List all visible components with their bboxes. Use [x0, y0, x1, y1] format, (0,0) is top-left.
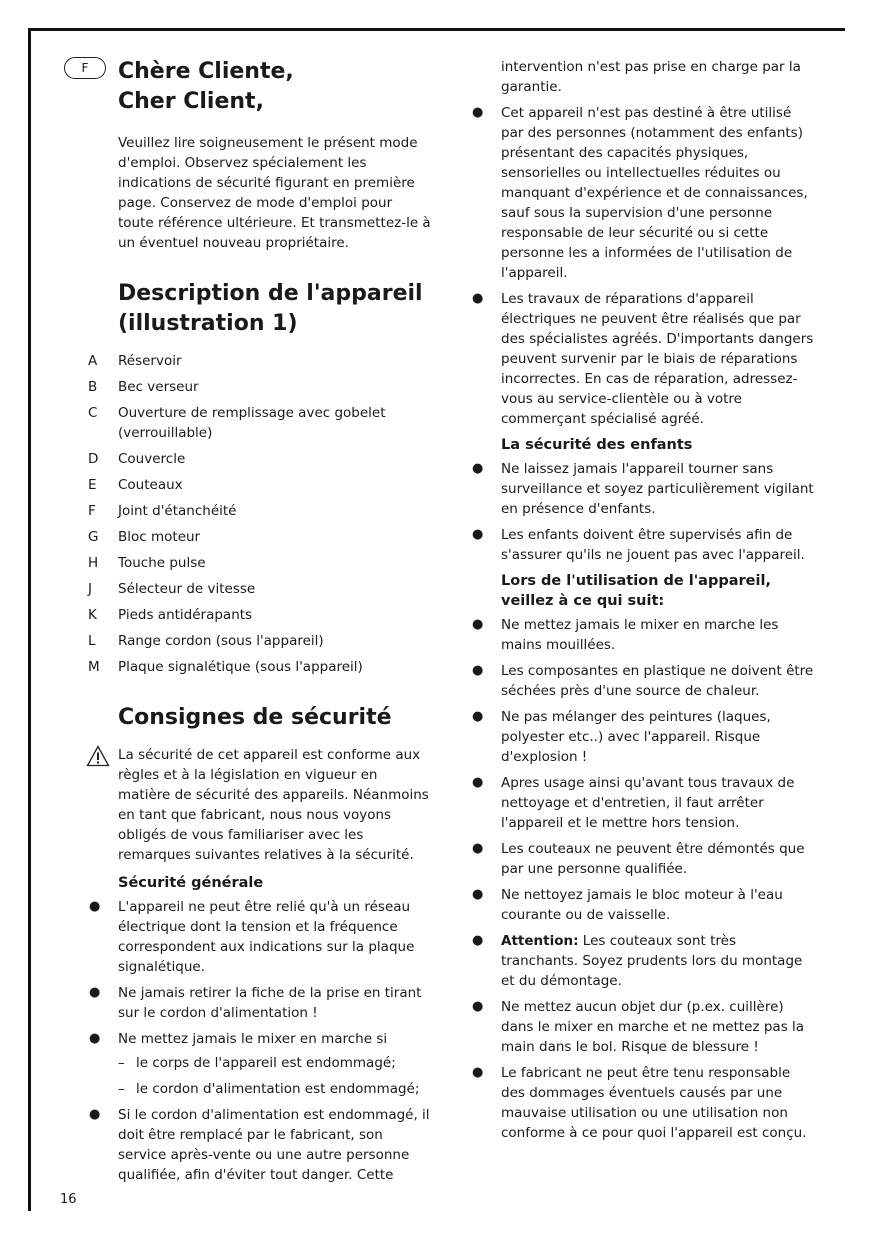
- intro-paragraph: Veuillez lire soigneusement le présent mode d'emploi. Observez spécialement les indications de sécurité figurant en première page. Conservez de mode d'emploi pour toute référence ultérieure. Et transmettez-le à un éventuel nouveau propriétaire.: [118, 135, 431, 251]
- sub-list-item: – le cordon d'alimentation est endommagé;: [118, 1081, 420, 1097]
- safety-title: Consignes de sécurité: [118, 705, 392, 730]
- children-safety-list: [465, 459, 815, 565]
- warning-text: La sécurité de cet appareil est conforme aux règles et à la législation en vigueur en matière de sécurité des appareils. Néanmoins en tant que fabricant, nous nous voyons obligés de vous familiariser avec les remarques suivantes relatives à la sécurité.: [118, 747, 429, 863]
- left-column: [82, 57, 432, 1191]
- children-safety-title: La sécurité des enfants: [501, 437, 693, 453]
- general-safety-list-continued: [465, 103, 815, 429]
- list-item: ● Ne mettez jamais le mixer en marche si – le corps de l'appareil est endommagé; – le cordon d'alimentation est endommagé;: [82, 1029, 432, 1099]
- parts-item: C Ouverture de remplissage avec gobelet (verrouillable): [88, 405, 386, 441]
- list-item: ● Les couteaux ne peuvent être démontés que par une personne qualifiée.: [472, 841, 805, 877]
- page-frame-left: [28, 28, 31, 1211]
- list-item: ● Ne jamais retirer la fiche de la prise en tirant sur le cordon d'alimentation !: [89, 985, 422, 1021]
- language-badge: F: [64, 57, 106, 79]
- parts-item: B Bec verseur: [88, 379, 199, 395]
- usage-safety-list: [465, 615, 815, 1143]
- parts-item: A Réservoir: [88, 353, 182, 369]
- page-frame-top: [28, 28, 845, 31]
- list-item: ● Ne mettez aucun objet dur (p.ex. cuillère) dans le mixer en marche et ne mettez pas la main dans le bol. Risque de blessure !: [472, 999, 805, 1055]
- list-item: ● Apres usage ainsi qu'avant tous travaux de nettoyage et d'entretien, il faut arrêter l'appareil et le mettre hors tension.: [472, 775, 795, 831]
- attention-label: Attention:: [501, 933, 579, 949]
- parts-item: F Joint d'étanchéité: [88, 503, 237, 519]
- list-item: ● Le fabricant ne peut être tenu responsable des dommages éventuels causés par une mauvaise utilisation ou une utilisation non conforme à ce pour quoi l'appareil est conçu.: [472, 1065, 807, 1141]
- parts-item: J Sélecteur de vitesse: [88, 581, 256, 597]
- sub-list-item: – le corps de l'appareil est endommagé;: [118, 1055, 396, 1071]
- greeting-line-2: Cher Client,: [118, 89, 264, 114]
- parts-item: L Range cordon (sous l'appareil): [88, 633, 324, 649]
- warning-block: [82, 745, 432, 865]
- parts-item: E Couteaux: [88, 477, 183, 493]
- list-item: ● Ne nettoyez jamais le bloc moteur à l'eau courante ou de vaisselle.: [472, 887, 783, 923]
- continued-text: intervention n'est pas prise en charge par la garantie.: [501, 59, 801, 95]
- list-item: ● L'appareil ne peut être relié qu'à un réseau électrique dont la tension et la fréquence correspondent aux indications sur la plaque signalétique.: [89, 899, 415, 975]
- parts-item: K Pieds antidérapants: [88, 607, 253, 623]
- page-number: 16: [60, 1192, 77, 1207]
- list-item: ● Attention: Les couteaux sont très tranchants. Soyez prudents lors du montage et du démontage.: [472, 933, 803, 989]
- right-column: [465, 57, 815, 1149]
- general-safety-list: [82, 897, 432, 1185]
- usage-safety-title: Lors de l'utilisation de l'appareil, veillez à ce qui suit:: [501, 573, 771, 609]
- parts-list: [82, 351, 432, 677]
- list-item: ● Les travaux de réparations d'appareil électriques ne peuvent être réalisés que par des spécialistes agréés. D'importants dangers peuvent survenir par le biais de réparations incorrectes. En cas de réparation, adressez-vous au service-clientèle ou à votre commerçant spécialisé agréé.: [472, 291, 814, 427]
- parts-item: H Touche pulse: [88, 555, 206, 571]
- description-title: Description de l'appareil (illustration 1): [118, 281, 423, 336]
- warning-triangle-icon: [86, 745, 110, 767]
- list-item: ● Les enfants doivent être supervisés afin de s'assurer qu'ils ne jouent pas avec l'appareil.: [472, 527, 805, 563]
- list-item: ● Ne laissez jamais l'appareil tourner sans surveillance et soyez particulièrement vigilant en présence d'enfants.: [472, 461, 814, 517]
- condition-sublist: [118, 1053, 432, 1099]
- general-safety-title: Sécurité générale: [118, 875, 264, 891]
- list-item: ● Les composantes en plastique ne doivent être séchées près d'une source de chaleur.: [472, 663, 814, 699]
- list-item: ● Ne pas mélanger des peintures (laques, polyester etc..) avec l'appareil. Risque d'explosion !: [472, 709, 771, 765]
- list-item: ● Ne mettez jamais le mixer en marche les mains mouillées.: [472, 617, 779, 653]
- list-item: ● Cet appareil n'est pas destiné à être utilisé par des personnes (notamment des enfants) présentant des capacités physiques, sensorielles ou intellectuelles réduites ou manquant d'expérience et de connaissances, sauf sous la supervision d'une personne responsable de leur sécurité ou si cette personne les a informées de l'utilisation de l'appareil.: [472, 105, 808, 281]
- parts-item: M Plaque signalétique (sous l'appareil): [88, 659, 363, 675]
- greeting-line-1: Chère Cliente,: [118, 59, 294, 84]
- parts-item: G Bloc moteur: [88, 529, 201, 545]
- list-item: ● Si le cordon d'alimentation est endommagé, il doit être remplacé par le fabricant, son service après-vente ou une autre personne qualifiée, afin d'éviter tout danger. Cette: [89, 1107, 430, 1183]
- parts-item: D Couvercle: [88, 451, 186, 467]
